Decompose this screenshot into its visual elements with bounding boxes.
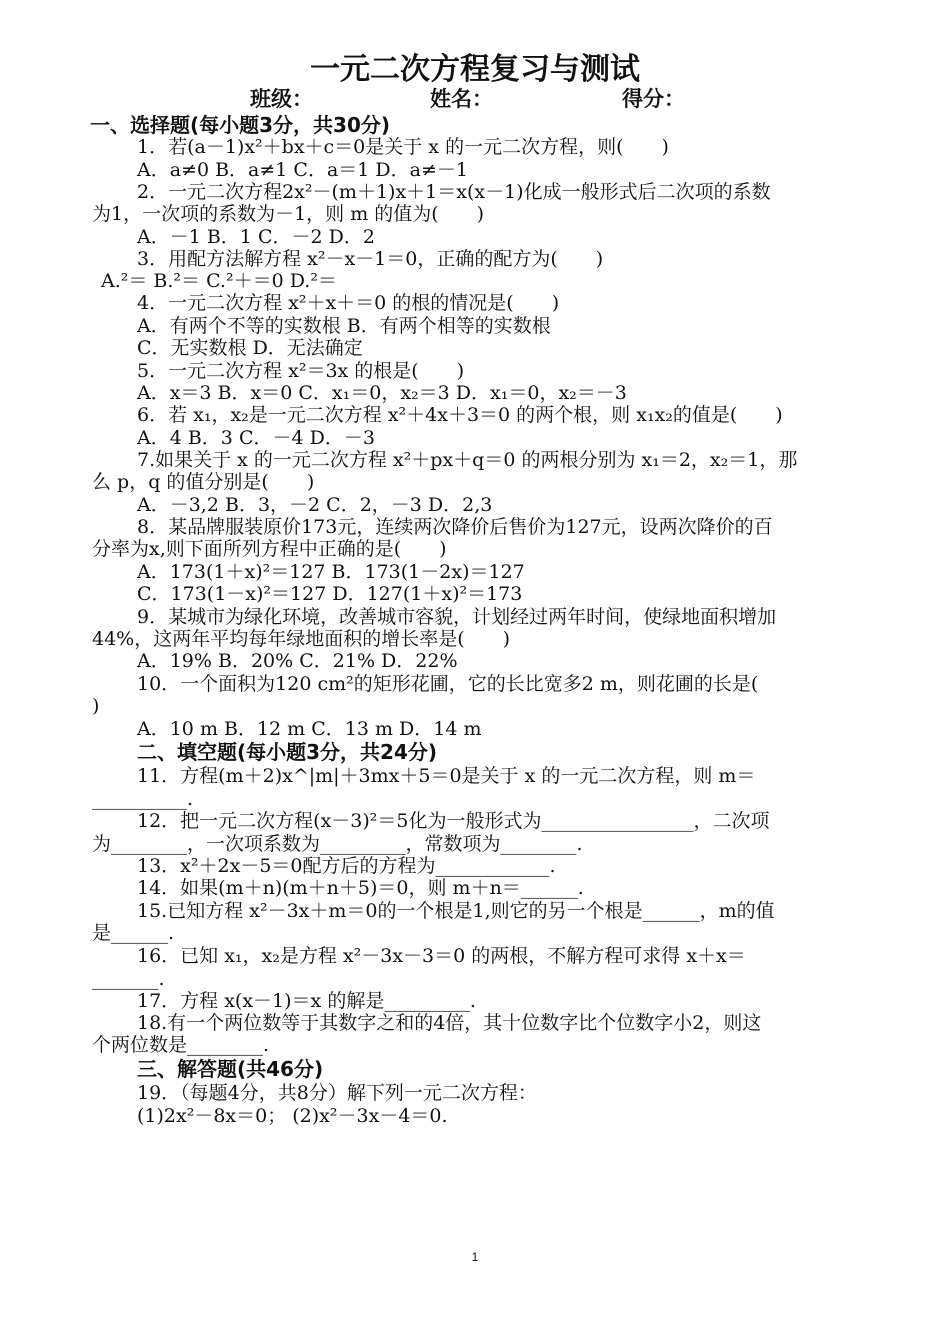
option-line: A．10 m B．12 m C．13 m D．14 m	[137, 718, 482, 740]
answer-blank-line: _______.	[92, 968, 165, 990]
answer-blank-line: __________.	[92, 788, 194, 810]
option-line: A．－3,2 B．3，－2 C．2，－3 D．2,3	[137, 494, 493, 516]
question-line: 13．x²＋2x－5＝0配方后的方程为____________.	[137, 855, 556, 877]
question-line: 5．一元二次方程 x²＝3x 的根是( )	[137, 360, 465, 382]
question-line: 9．某城市为绿化环境，改善城市容貌，计划经过两年时间，使绿地面积增加	[137, 606, 777, 628]
page-number: 1	[471, 1250, 479, 1264]
option-line: C．173(1－x)²＝127 D．127(1＋x)²＝173	[137, 583, 523, 605]
question-line: 个两位数是________.	[92, 1034, 270, 1056]
question-line: 12．把一元二次方程(x－3)²＝5化为一般形式为________________，二次项	[137, 810, 770, 832]
question-line: 7.如果关于 x 的一元二次方程 x²＋px＋q＝0 的两根分别为 x₁＝2，x₂＝1，那	[137, 449, 798, 471]
question-line: )	[92, 695, 100, 717]
question-line: 16．已知 x₁，x₂是方程 x²－3x－3＝0 的两根，不解方程可求得 x＋x＝	[137, 945, 746, 967]
option-line: A．－1 B．1 C．－2 D．2	[137, 226, 375, 248]
option-line: A．x＝3 B．x＝0 C．x₁＝0，x₂＝3 D．x₁＝0，x₂＝－3	[137, 382, 627, 404]
question-line: 为1，一次项的系数为－1，则 m 的值为( )	[92, 203, 485, 225]
name-label: 姓名：	[430, 87, 493, 111]
question-line: 1．若(a－1)x²＋bx＋c＝0是关于 x 的一元二次方程，则( )	[137, 136, 669, 158]
question-line: 为________，一次项系数为_________，常数项为________.	[92, 833, 583, 855]
section-heading-answer: 三、解答题(共46分)	[137, 1057, 324, 1081]
class-label: 班级：	[250, 87, 313, 111]
option-line: A．a≠0 B．a≠1 C．a＝1 D．a≠－1	[137, 159, 468, 181]
section-heading-fill: 二、填空题(每小题3分，共24分)	[137, 740, 438, 764]
question-line: 分率为x,则下面所列方程中正确的是( )	[92, 538, 447, 560]
question-line: 19．（每题4分，共8分）解下列一元二次方程：	[137, 1082, 537, 1104]
question-line: (1)2x²－8x＝0； (2)x²－3x－4＝0.	[137, 1105, 448, 1127]
question-line: 4．一元二次方程 x²＋x＋＝0 的根的情况是( )	[137, 292, 560, 314]
question-line: 18.有一个两位数等于其数字之和的4倍，其十位数字比个位数字小2，则这	[137, 1012, 762, 1034]
section-heading-choice: 一、选择题(每小题3分，共30分)	[90, 113, 391, 137]
option-line: A．19% B．20% C．21% D．22%	[137, 650, 458, 672]
page-title: 一元二次方程复习与测试	[310, 52, 640, 87]
question-line: 8．某品牌服装原价173元，连续两次降价后售价为127元，设两次降价的百	[137, 516, 773, 538]
option-line: A．4 B．3 C．－4 D．－3	[137, 427, 375, 449]
score-label: 得分：	[622, 87, 685, 111]
option-line: A.²＝ B.²＝ C.²＋＝0 D.²＝	[101, 270, 337, 292]
question-line: 么 p，q 的值分别是( )	[92, 471, 315, 493]
question-line: 3．用配方法解方程 x²－x－1＝0，正确的配方为( )	[137, 248, 604, 270]
question-line: 15.已知方程 x²－3x＋m＝0的一个根是1,则它的另一个根是______，m的值	[137, 900, 775, 922]
question-line: 2．一元二次方程2x²－(m＋1)x＋1＝x(x－1)化成一般形式后二次项的系数	[137, 181, 771, 203]
question-line: 10．一个面积为120 cm²的矩形花圃，它的长比宽多2 m，则花圃的长是(	[137, 673, 759, 695]
question-line: 17．方程 x(x－1)＝x 的解是_________.	[137, 990, 476, 1012]
question-line: 14．如果(m＋n)(m＋n＋5)＝0，则 m＋n＝______.	[137, 877, 584, 899]
question-line: 6．若 x₁，x₂是一元二次方程 x²＋4x＋3＝0 的两个根，则 x₁x₂的值是( )	[137, 404, 783, 426]
question-line: 11．方程(m＋2)x^|m|＋3mx＋5＝0是关于 x 的一元二次方程，则 m＝	[137, 765, 756, 787]
answer-blank-line: 是______.	[92, 922, 175, 944]
option-line: C．无实数根 D．无法确定	[137, 337, 363, 359]
option-line: A．有两个不等的实数根 B．有两个相等的实数根	[137, 315, 551, 337]
question-line: 44%，这两年平均每年绿地面积的增长率是( )	[92, 628, 511, 650]
option-line: A．173(1＋x)²＝127 B．173(1－2x)＝127	[137, 561, 525, 583]
